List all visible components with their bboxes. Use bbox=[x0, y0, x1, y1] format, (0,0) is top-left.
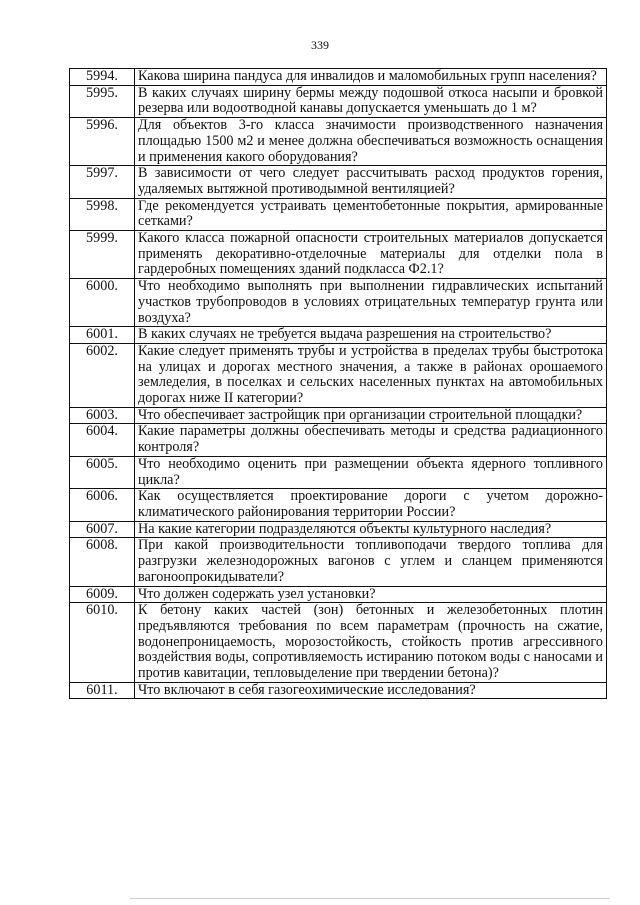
table-row bbox=[70, 682, 607, 699]
question-number: 6005. bbox=[70, 456, 135, 488]
question-text: Как осуществляется проектирование дороги с учетом дорожно-климатического районирования территории России? bbox=[135, 489, 607, 521]
question-text: На какие категории подразделяются объекты культурного наследия? bbox=[135, 521, 607, 538]
question-number: 6002. bbox=[70, 343, 135, 407]
table-row bbox=[70, 166, 607, 198]
table-row bbox=[70, 456, 607, 488]
question-number: 6001. bbox=[70, 327, 135, 344]
table-row bbox=[70, 279, 607, 327]
question-text: К бетону каких частей (зон) бетонных и железобетонных плотин предъявляются требования по всем параметрам (прочность на сжатие, водонепроницаемость, морозостойкость, стойкость против агрессивного воздействия воды, сопротивляемость истиранию потоком воды с наносами и против кавитации, тепловыделение при твердении бетона)? bbox=[135, 603, 607, 683]
question-text: Где рекомендуется устраивать цементобетонные покрытия, армированные сетками? bbox=[135, 198, 607, 230]
table-row bbox=[70, 327, 607, 344]
table-row bbox=[70, 489, 607, 521]
question-number: 6011. bbox=[70, 682, 135, 699]
table-row bbox=[70, 521, 607, 538]
question-text: Что необходимо выполнять при выполнении гидравлических испытаний участков трубопроводов в условиях отрицательных температур грунта или воздуха? bbox=[135, 279, 607, 327]
question-text: Для объектов 3-го класса значимости производственного назначения площадью 1500 м2 и менее должна обеспечиваться возможность оснащения и применения какого оборудования? bbox=[135, 118, 607, 166]
table-row bbox=[70, 538, 607, 586]
question-number: 5995. bbox=[70, 85, 135, 117]
question-text: Что включают в себя газогеохимические исследования? bbox=[135, 682, 607, 699]
table-row bbox=[70, 198, 607, 230]
page-number: 339 bbox=[311, 38, 329, 52]
question-number: 5997. bbox=[70, 166, 135, 198]
question-number: 6009. bbox=[70, 586, 135, 603]
table-row bbox=[70, 424, 607, 456]
question-number: 6004. bbox=[70, 424, 135, 456]
question-text: В каких случаях не требуется выдача разрешения на строительство? bbox=[135, 327, 607, 344]
question-text: Что обеспечивает застройщик при организации строительной площадки? bbox=[135, 407, 607, 424]
questions-table bbox=[69, 68, 607, 699]
question-number: 5998. bbox=[70, 198, 135, 230]
question-number: 6000. bbox=[70, 279, 135, 327]
scan-edge-line bbox=[130, 898, 610, 899]
question-number: 6003. bbox=[70, 407, 135, 424]
table-row bbox=[70, 603, 607, 683]
question-text: В зависимости от чего следует рассчитывать расход продуктов горения, удаляемых вытяжной противодымной вентиляцией? bbox=[135, 166, 607, 198]
question-text: Что необходимо оценить при размещении объекта ядерного топливного цикла? bbox=[135, 456, 607, 488]
question-number: 6010. bbox=[70, 603, 135, 683]
table-row bbox=[70, 118, 607, 166]
question-number: 5999. bbox=[70, 231, 135, 279]
table-row bbox=[70, 69, 607, 86]
table-row bbox=[70, 586, 607, 603]
question-number: 6008. bbox=[70, 538, 135, 586]
table-row bbox=[70, 231, 607, 279]
question-text: В каких случаях ширину бермы между подошвой откоса насыпи и бровкой резерва или водоотводной канавы допускается уменьшать до 1 м? bbox=[135, 85, 607, 117]
table-row bbox=[70, 85, 607, 117]
question-text: При какой производительности топливоподачи твердого топлива для разгрузки железнодорожных вагонов с углем и сланцем применяются вагоноопрокидыватели? bbox=[135, 538, 607, 586]
question-text: Какого класса пожарной опасности строительных материалов допускается применять декоративно-отделочные материалы для отделки пола в гардеробных помещениях зданий подкласса Ф2.1? bbox=[135, 231, 607, 279]
question-text: Что должен содержать узел установки? bbox=[135, 586, 607, 603]
question-text: Какие параметры должны обеспечивать методы и средства радиационного контроля? bbox=[135, 424, 607, 456]
table-row bbox=[70, 343, 607, 407]
question-text: Какова ширина пандуса для инвалидов и маломобильных групп населения? bbox=[135, 69, 607, 86]
question-number: 5994. bbox=[70, 69, 135, 86]
question-number: 5996. bbox=[70, 118, 135, 166]
table-row bbox=[70, 407, 607, 424]
question-number: 6006. bbox=[70, 489, 135, 521]
question-text: Какие следует применять трубы и устройства в пределах трубы быстротока на улицах и дорогах местного значения, а также в районах орошаемого земледелия, в поселках и сельских населенных пунктах на автомобильных дорогах ниже II категории? bbox=[135, 343, 607, 407]
question-number: 6007. bbox=[70, 521, 135, 538]
